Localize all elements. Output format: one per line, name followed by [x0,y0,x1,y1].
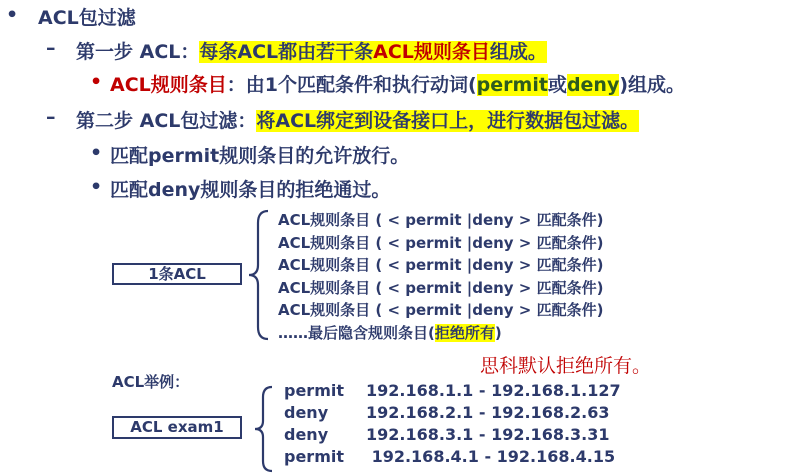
acl-rule-1: ACL规则条目 ( < permit |deny > 匹配条件) [278,211,604,229]
acl-rule-list [278,209,603,344]
step1-line [76,37,547,64]
cisco-default-note: 思科默认拒绝所有。 [480,355,652,377]
sub-deny-line: 匹配deny规则条目的拒绝通过。 [110,179,391,201]
step2-highlight: 将ACL绑定到设备接口上，进行数据包过滤。 [256,110,640,132]
example-row-4: permit 192.168.4.1 - 192.168.4.15 [284,447,616,466]
dash-marker: – [46,37,56,59]
acl-rule-3: ACL规则条目 ( < permit |deny > 匹配条件) [278,256,604,274]
acl-rule-2: ACL规则条目 ( < permit |deny > 匹配条件) [278,233,604,252]
acl-rule-4: ACL规则条目 ( < permit |deny > 匹配条件) [278,278,604,297]
step2-label: 第二步 ACL包过滤： [76,110,257,132]
step1-label: 第一步 ACL： [76,41,200,63]
step1-highlight: 每条ACL都由若干条ACL规则条目组成。 [199,41,547,63]
sub-bullet-dot-permit: • [90,142,103,164]
example-brace-icon [252,385,274,473]
rule-term: ACL规则条目 [110,74,227,96]
deny-all-highlight: 拒绝所有 [434,323,495,342]
heading-acl-filter: ACL包过滤 [38,7,136,29]
acl-exam1-box: ACL exam1 [112,416,242,439]
bullet-dot: • [6,4,19,26]
rule-definition-line: ACL规则条目：由1个匹配条件和执行动词(permit或deny)组成。 [110,74,686,96]
example-row-1: permit 192.168.1.1 - 192.168.1.127 [284,381,621,400]
acl-box: 1条ACL [112,263,242,285]
example-row-3: deny 192.168.3.1 - 192.168.3.31 [284,425,610,444]
example-rows [284,380,621,468]
dash-marker-2: – [46,106,56,128]
sub-permit-line: 匹配permit规则条目的允许放行。 [110,145,410,167]
acl-brace-icon [246,209,270,341]
acl-rule-5: ACL规则条目 ( < permit |deny > 匹配条件) [278,301,604,319]
example-title: ACL举例： [112,373,190,391]
permit-term: permit [476,74,548,96]
step1-red-term: ACL规则条目 [373,41,490,63]
step2-line [76,106,639,133]
deny-term: deny [566,74,620,96]
example-row-2: deny 192.168.2.1 - 192.168.2.63 [284,403,610,422]
sub-bullet-dot-deny: • [90,176,103,198]
acl-rule-implicit: ……最后隐含规则条目(拒绝所有) [278,323,502,342]
sub-bullet-dot: • [90,71,103,93]
